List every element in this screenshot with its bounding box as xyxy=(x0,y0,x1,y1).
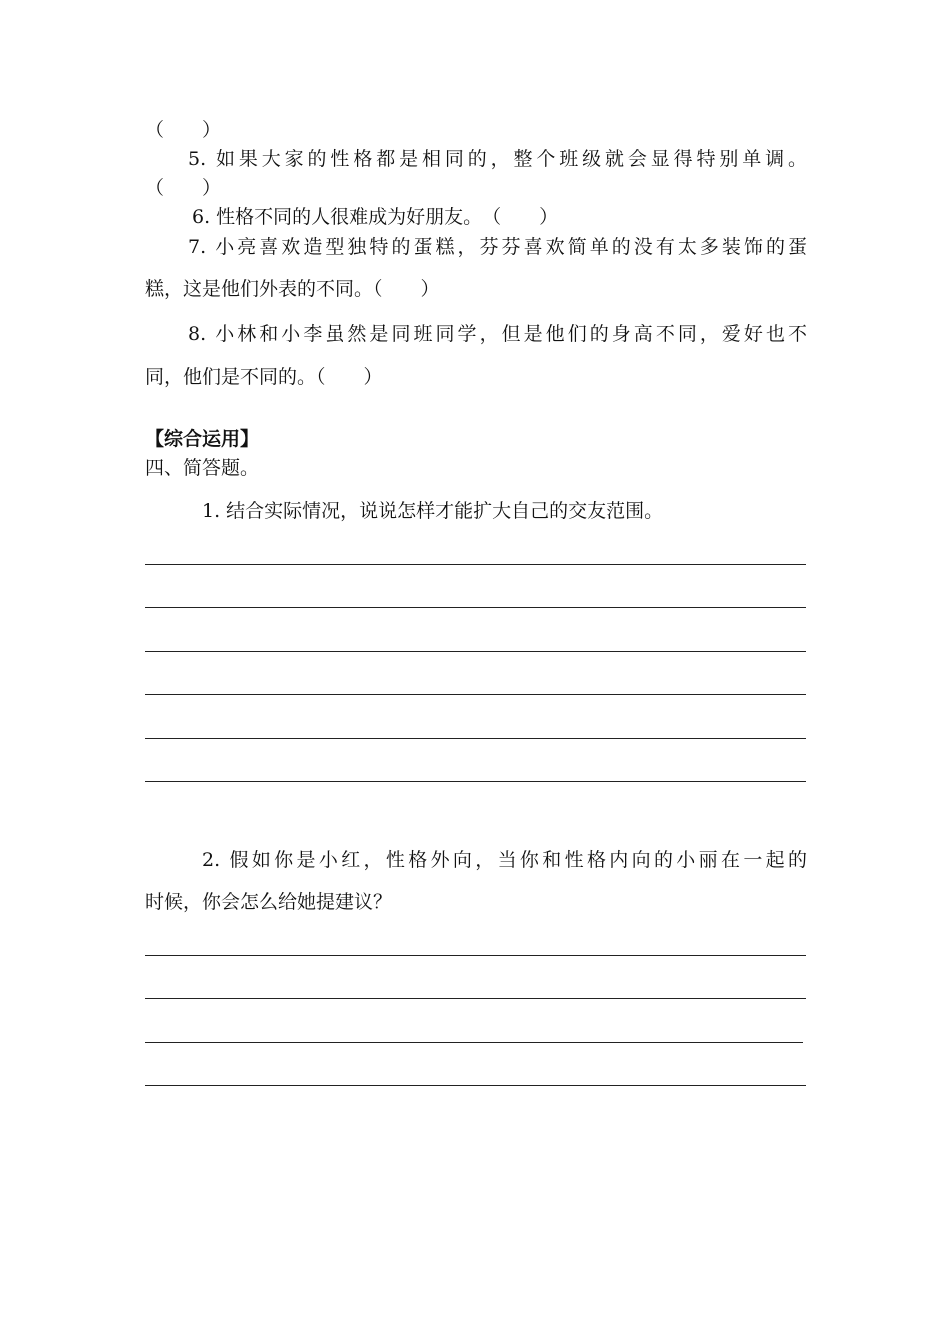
item7-text-line2: 糕，这是他们外表的不同。（ ） xyxy=(145,278,440,300)
question-2-text-line1: 2. 假如你是小红，性格外向，当你和性格内向的小丽在一起的 xyxy=(202,849,807,871)
item8-text-line1: 8. 小林和小李虽然是同班同学，但是他们的身高不同，爱好也不 xyxy=(188,323,807,345)
answer-line xyxy=(145,781,806,782)
question-2-text-line2: 时候，你会怎么给她提建议？ xyxy=(145,891,393,913)
answer-line xyxy=(145,651,806,652)
answer-line xyxy=(145,607,806,608)
answer-line xyxy=(145,564,806,565)
item5-text: 5. 如果大家的性格都是相同的，整个班级就会显得特别单调。 xyxy=(188,148,807,170)
item5-answer-blank: （ ） xyxy=(145,177,222,199)
answer-line xyxy=(145,694,806,695)
answer-line xyxy=(145,1085,806,1086)
answer-line xyxy=(145,998,806,999)
item8-text-line2: 同，他们是不同的。（ ） xyxy=(145,366,383,388)
item7-text-line1: 7. 小亮喜欢造型独特的蛋糕，芬芬喜欢简单的没有太多装饰的蛋 xyxy=(188,236,807,258)
question-1-text: 1. 结合实际情况，说说怎样才能扩大自己的交友范围。 xyxy=(202,500,664,522)
section-subheading: 四、简答题。 xyxy=(145,457,260,479)
section-heading: 【综合运用】 xyxy=(145,428,260,450)
answer-line xyxy=(145,955,806,956)
answer-line xyxy=(145,1042,803,1043)
item4-answer-blank: （ ） xyxy=(145,119,222,141)
item6-text: 6. 性格不同的人很难成为好朋友。 （ ） xyxy=(192,206,559,228)
answer-line xyxy=(145,738,806,739)
